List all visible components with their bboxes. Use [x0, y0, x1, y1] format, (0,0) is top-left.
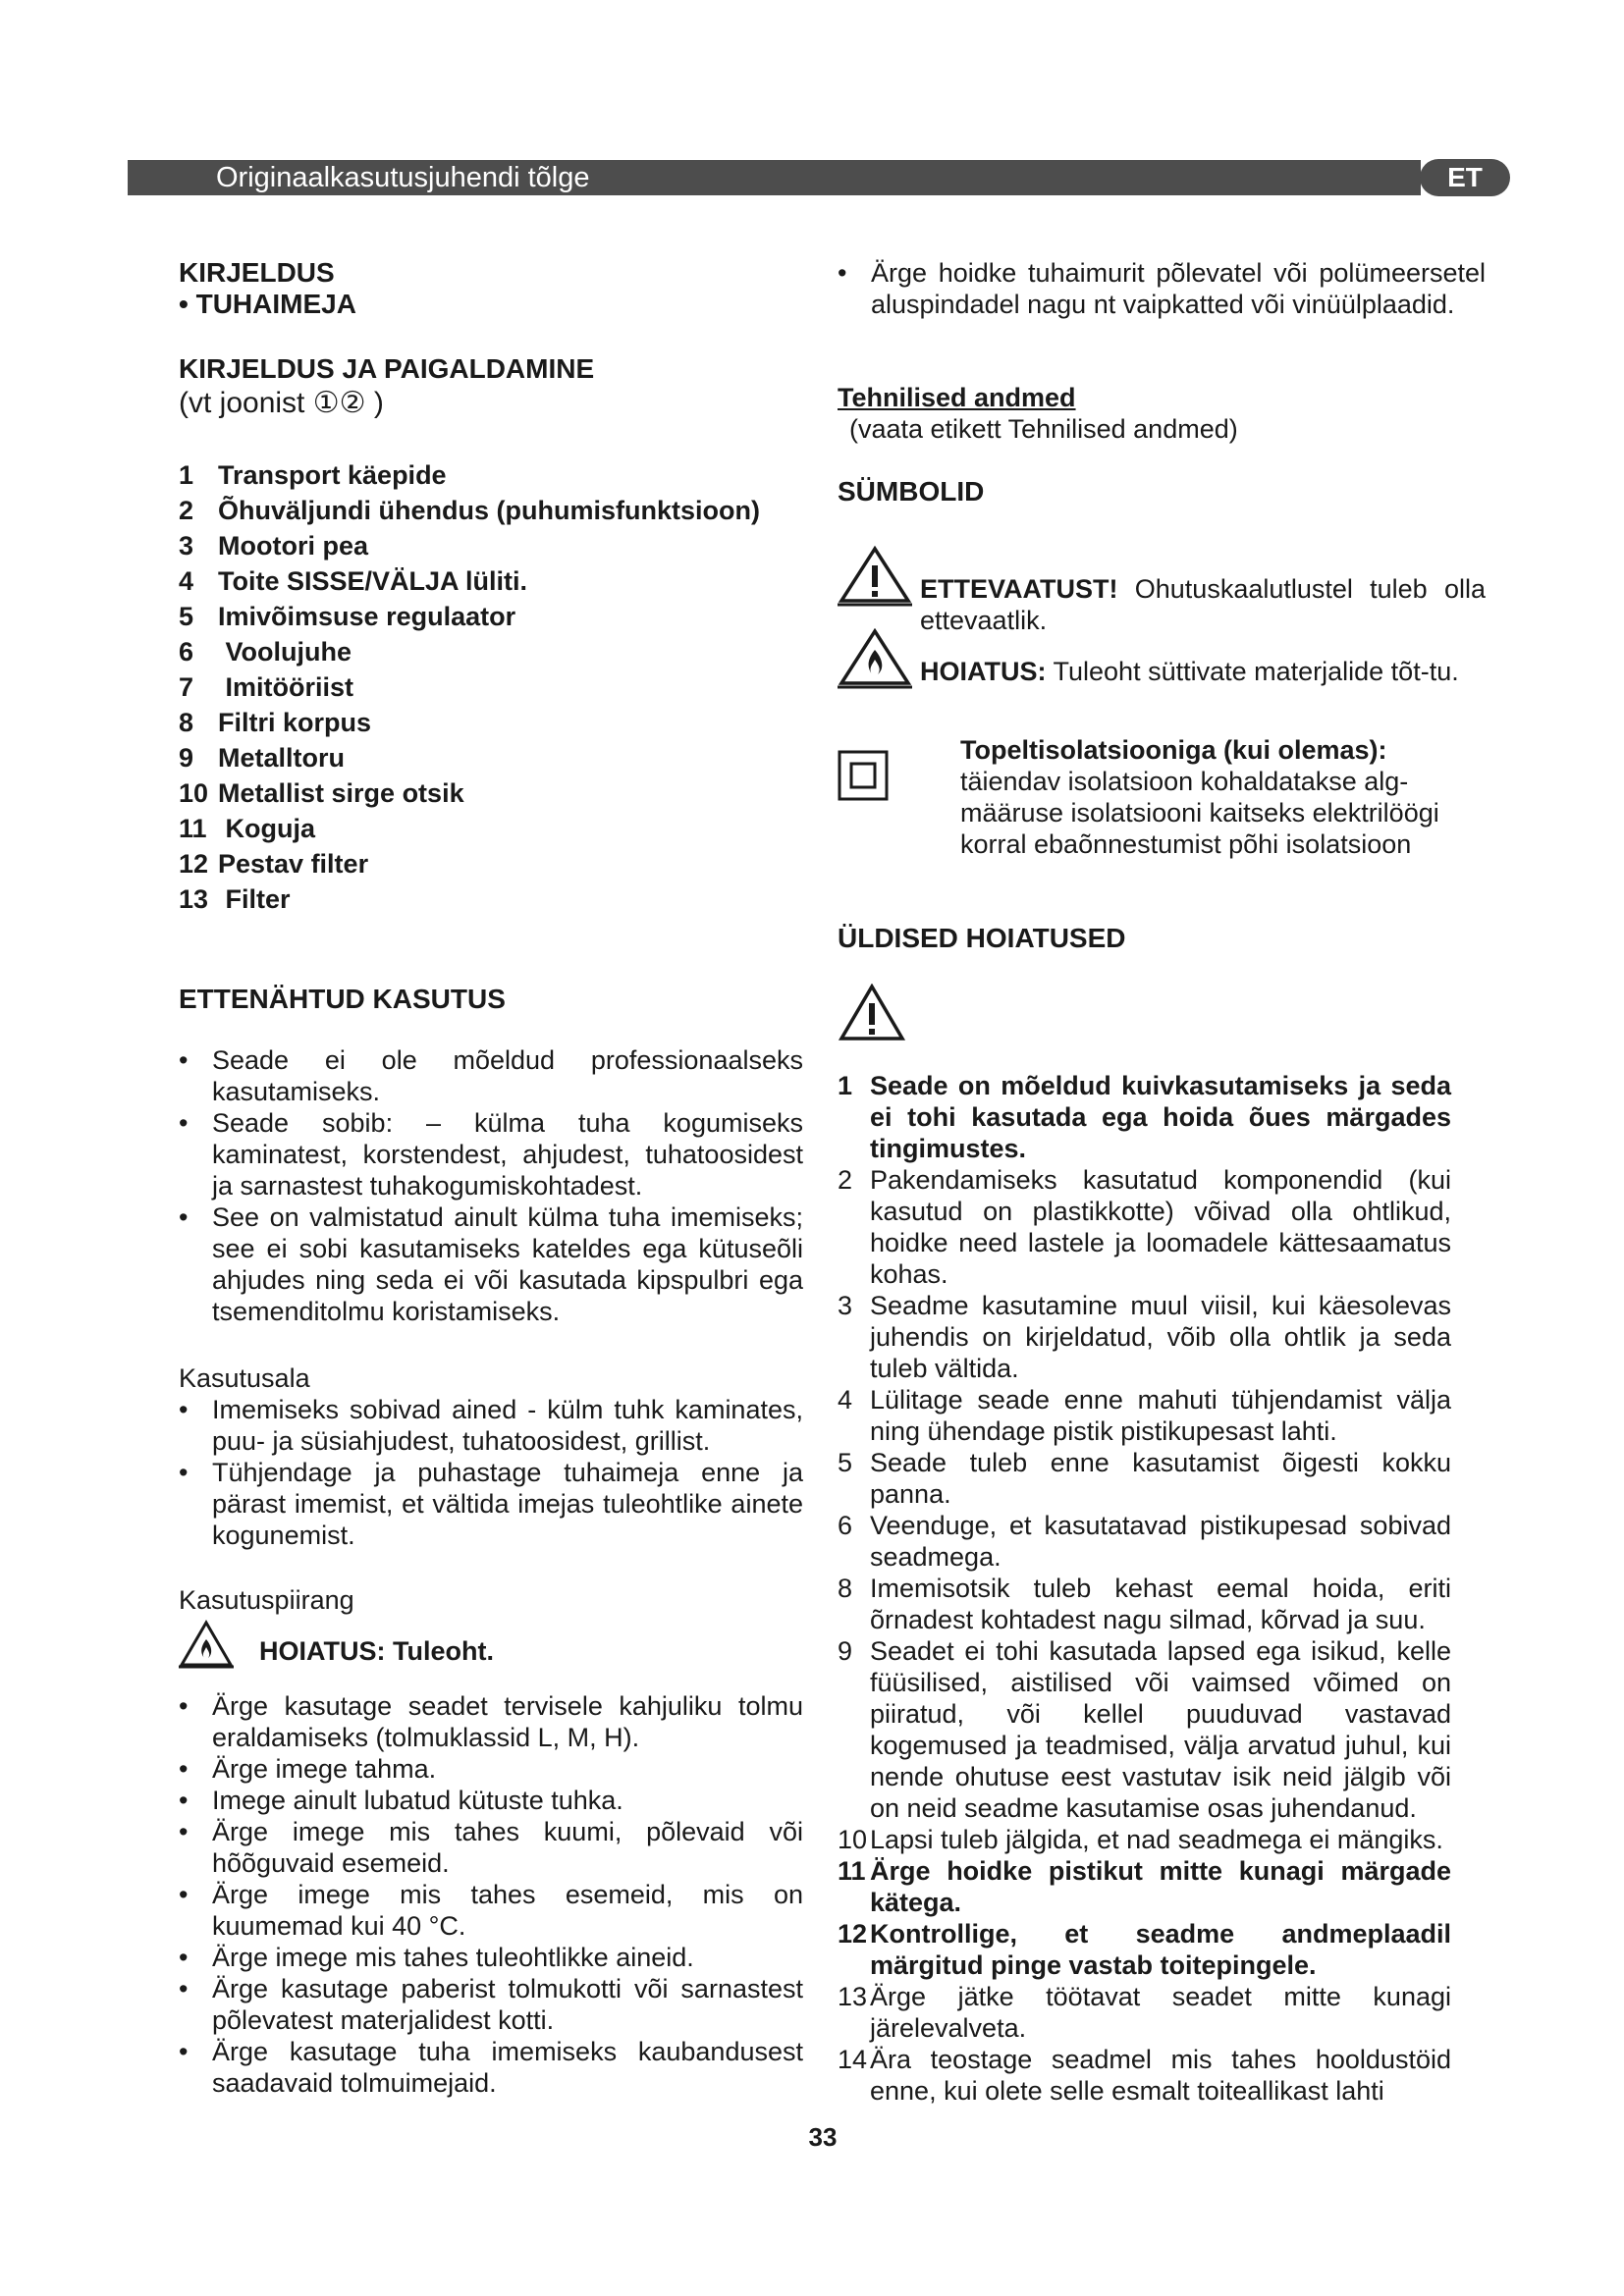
- warning-number: 8: [838, 1574, 853, 1603]
- header-title: Originaalkasutusjuhendi tõlge: [216, 162, 590, 193]
- top-warning-list: [838, 257, 1486, 320]
- double-insulation-text: täiendav isolatsioon kohaldatakse alg-määruse isolatsiooni kaitseks elektrilöögi korral ebaõnnestumist põhi isolatsioon: [960, 767, 1439, 859]
- parts-list-item: [179, 811, 803, 846]
- parts-list-wrap: [179, 457, 803, 917]
- warning-item: [838, 1918, 1451, 1981]
- warning-item: [838, 1164, 1451, 1290]
- part-number: 13: [179, 884, 209, 914]
- part-label: Pestav filter: [218, 849, 369, 879]
- warning-text: Ärge jätke töötavat seadet mitte kunagi järelevalveta.: [870, 1982, 1451, 2043]
- fire-warning-row: [179, 1620, 803, 1677]
- tech-title: Tehnilised andmed: [838, 383, 1076, 412]
- install-subtitle: (vt joonist ①② ): [179, 387, 384, 419]
- warning-text: Seade tuleb enne kasutamist õigesti kokku panna.: [870, 1448, 1451, 1509]
- caution-label: ETTEVAATUST!: [920, 574, 1118, 604]
- list-item: • Ärge kasutage paberist tolmukotti või sarnastest põlevatest materjalidest kotti.: [179, 1973, 803, 2036]
- caution-icon: [838, 546, 912, 607]
- intended-use-section: [179, 1044, 803, 1327]
- double-insulation-title: Topeltisolatsiooniga (kui olemas):: [960, 735, 1387, 765]
- parts-list-item: [179, 669, 803, 705]
- list-item: • Tühjendage ja puhastage tuhaimeja enne ja pärast imemist, et vältida imejas tuleohtlike ainete kogunemist.: [179, 1457, 803, 1551]
- part-label: Transport käepide: [218, 460, 447, 490]
- double-insulation-row: [838, 734, 1486, 881]
- limit-section: [179, 1584, 803, 2099]
- warning-number: 6: [838, 1511, 853, 1540]
- double-insulation-icon: [838, 750, 889, 801]
- part-number: 5: [179, 602, 194, 631]
- warning-number: 3: [838, 1291, 853, 1320]
- parts-list-item: [179, 881, 803, 917]
- warning-text: Ära teostage seadmel mis tahes hooldustöid enne, kui olete selle esmalt toiteallikast lahti: [870, 2045, 1451, 2106]
- warning-item: [838, 1824, 1451, 1855]
- warning-number: 12: [838, 1919, 868, 1949]
- part-label: Mootori pea: [218, 531, 368, 561]
- description-item-label: TUHAIMEJA: [195, 289, 356, 319]
- description-item: • TUHAIMEJA: [179, 289, 356, 319]
- symbols-title-wrap: [838, 476, 1486, 507]
- intended-use-heading: ETTENÄHTUD KASUTUS: [179, 984, 506, 1014]
- install-title: KIRJELDUS JA PAIGALDAMINE: [179, 353, 595, 384]
- list-item: • Ärge imege tahma.: [179, 1753, 803, 1785]
- symbols-title: SÜMBOLID: [838, 476, 985, 507]
- warning-item: [838, 1981, 1451, 2044]
- part-number: 10: [179, 778, 209, 808]
- warning-item: [838, 1855, 1451, 1918]
- fire-hazard-icon: [838, 628, 912, 689]
- area-list: [179, 1394, 803, 1551]
- parts-list-item: [179, 634, 803, 669]
- list-item: • Ärge imege mis tahes tuleohtlikke aineid.: [179, 1942, 803, 1973]
- header-bar: [128, 160, 1421, 195]
- list-item: • Imege ainult lubatud kütuste tuhka.: [179, 1785, 803, 1816]
- parts-list: [179, 457, 803, 917]
- fire-warning-label: HOIATUS: Tuleoht.: [259, 1636, 494, 1666]
- warning-number: 4: [838, 1385, 853, 1415]
- part-number: 1: [179, 460, 194, 490]
- part-number: 9: [179, 743, 194, 773]
- list-item: • Ärge imege mis tahes esemeid, mis on kuumemad kui 40 °C.: [179, 1879, 803, 1942]
- warnings-section: [838, 1070, 1451, 2107]
- warning-number: 2: [838, 1165, 853, 1195]
- part-label: Voolujuhe: [218, 637, 352, 667]
- intended-use-list: [179, 1044, 803, 1327]
- limit-title: Kasutuspiirang: [179, 1585, 354, 1615]
- part-label: Toite SISSE/VÄLJA lüliti.: [218, 566, 528, 596]
- caution-row: [838, 546, 1486, 634]
- part-number: 6: [179, 637, 194, 667]
- left-column: [179, 257, 803, 320]
- part-number: 11: [179, 814, 207, 843]
- warning-label: HOIATUS:: [920, 657, 1047, 686]
- warning-text: Lülitage seade enne mahuti tühjendamist välja ning ühendage pistik pistikupesast lahti.: [870, 1385, 1451, 1446]
- warning-text: Veenduge, et kasutatavad pistikupesad sobivad seadmega.: [870, 1511, 1451, 1572]
- warning-item: [838, 1070, 1451, 1164]
- top-warning: [838, 257, 1486, 320]
- warning-text: Seadet ei tohi kasutada lapsed ega isikud, kelle füüsilised, aistilised või vaimsed võimed on piiratud, või kellel puuduvad vastavad kogemused ja teadmised, välja arvatud juhul, kui nende ohutuse eest vastutav isik neid jälgib või on neid seadme kasutamise osas juhendanud.: [870, 1636, 1451, 1823]
- part-number: 7: [179, 672, 194, 702]
- parts-list-item: [179, 775, 803, 811]
- warning-item: [838, 1384, 1451, 1447]
- warning-text: Ärge hoidke pistikut mitte kunagi märgade kätega.: [870, 1856, 1451, 1917]
- part-number: 3: [179, 531, 194, 561]
- part-number: 12: [179, 849, 209, 879]
- tech-section: [838, 382, 1486, 445]
- tech-text: (vaata etikett Tehnilised andmed): [849, 414, 1238, 444]
- part-label: Imitööriist: [218, 672, 354, 702]
- warning-text: Tuleoht süttivate materjalide tõt-tu.: [1046, 657, 1459, 686]
- list-item: • See on valmistatud ainult külma tuha imemiseks; see ei sobi kasutamiseks kateldes ega kütuseõli ahjudes ning seda ei või kasutada kipspulbri ega tsemenditolmu koristamiseks.: [179, 1201, 803, 1327]
- parts-list-item: [179, 705, 803, 740]
- limit-list: [179, 1690, 803, 2099]
- warning-item: [838, 1510, 1451, 1573]
- part-number: 2: [179, 496, 194, 525]
- list-item: • Ärge kasutage seadet tervisele kahjuliku tolmu eraldamiseks (tolmuklassid L, M, H).: [179, 1690, 803, 1753]
- parts-list-item: [179, 528, 803, 563]
- warning-number: 5: [838, 1448, 853, 1477]
- list-item: • Seade sobib: – külma tuha kogumiseks kaminatest, korstendest, ahjudest, tuhatoosidest ja sarnastest tuhakogumiskohtadest.: [179, 1107, 803, 1201]
- area-section: [179, 1362, 803, 1551]
- double-insulation-text-block: [960, 734, 1486, 860]
- language-badge: ET: [1420, 159, 1510, 196]
- part-label: Metalltoru: [218, 743, 346, 773]
- warning-text: Imemisotsik tuleb kehast eemal hoida, eriti õrnadest kohtadest nagu silmad, kõrvad ja suu.: [870, 1574, 1451, 1634]
- list-item: • Ärge hoidke tuhaimurit põlevatel või polümeersetel aluspindadel nagu nt vaipkatted või vinüülplaadid.: [838, 257, 1486, 320]
- list-item: • Imemiseks sobivad ained - külm tuhk kaminates, puu- ja süsiahjudest, tuhatoosidest, grillist.: [179, 1394, 803, 1457]
- warning-item: [838, 1447, 1451, 1510]
- warning-number: 13: [838, 1982, 868, 2011]
- description-title: KIRJELDUS: [179, 257, 335, 288]
- warning-text: Seade on mõeldud kuivkasutamiseks ja seda ei tohi kasutada ega hoida õues märgades tingimustes.: [870, 1071, 1451, 1163]
- list-item: • Ärge kasutage tuha imemiseks kaubandusest saadavaid tolmuimejaid.: [179, 2036, 803, 2099]
- part-label: Filter: [218, 884, 291, 914]
- warning-item: [838, 2044, 1451, 2107]
- warning-text: Lapsi tuleb jälgida, et nad seadmega ei mängiks.: [870, 1825, 1443, 1854]
- warning-item: [838, 1290, 1451, 1384]
- warning-number: 10: [838, 1825, 868, 1854]
- caution-text-block: [920, 573, 1486, 636]
- caution-text: Ohutuskaalutlustel tuleb olla ettevaatlik.: [920, 574, 1486, 635]
- area-title: Kasutusala: [179, 1363, 310, 1393]
- part-label: Filtri korpus: [218, 708, 372, 737]
- warning-number: 11: [838, 1856, 866, 1886]
- general-warnings-title: ÜLDISED HOIATUSED: [838, 923, 1126, 953]
- part-label: Imivõimsuse regulaator: [218, 602, 516, 631]
- list-item: • Seade ei ole mõeldud professionaalseks kasutamiseks.: [179, 1044, 803, 1107]
- install-section: [179, 353, 803, 422]
- part-label: Metallist sirge otsik: [218, 778, 464, 808]
- parts-list-item: [179, 740, 803, 775]
- warning-number: 1: [838, 1071, 853, 1100]
- warning-item: [838, 1635, 1451, 1824]
- parts-list-item: [179, 599, 803, 634]
- warning-text: Kontrollige, et seadme andmeplaadil märgitud pinge vastab toitepingele.: [870, 1919, 1451, 1980]
- warning-number: 14: [838, 2045, 868, 2074]
- parts-list-item: [179, 563, 803, 599]
- warning-text: Pakendamiseks kasutatud komponendid (kui kasutud on plastikkotte) võivad olla ohtlikud, hoidke need lastele ja loomadele kättesaamatus kohas.: [870, 1165, 1451, 1289]
- warning-item: [838, 1573, 1451, 1635]
- warnings-list: [838, 1070, 1451, 2107]
- warning-text-block: [920, 656, 1486, 687]
- part-label: Koguja: [218, 814, 315, 843]
- part-number: 8: [179, 708, 194, 737]
- fire-warning-icon: [179, 1620, 234, 1669]
- warning-text: Seadme kasutamine muul viisil, kui käesolevas juhendis on kirjeldatud, võib olla ohtlik ja seda tuleb vältida.: [870, 1291, 1451, 1383]
- parts-list-item: [179, 493, 803, 528]
- warning-number: 9: [838, 1636, 853, 1666]
- part-number: 4: [179, 566, 194, 596]
- part-label: Õhuväljundi ühendus (puhumisfunktsioon): [218, 496, 760, 525]
- page-number: 33: [808, 2122, 838, 2152]
- parts-list-item: [179, 846, 803, 881]
- general-title-wrap: [838, 923, 1486, 954]
- fire-symbol-row: [838, 628, 1486, 717]
- list-item: • Ärge imege mis tahes kuumi, põlevaid või hõõguvaid esemeid.: [179, 1816, 803, 1879]
- general-warning-icon: [838, 984, 906, 1044]
- parts-list-item: [179, 457, 803, 493]
- intended-use-title: [179, 984, 803, 1015]
